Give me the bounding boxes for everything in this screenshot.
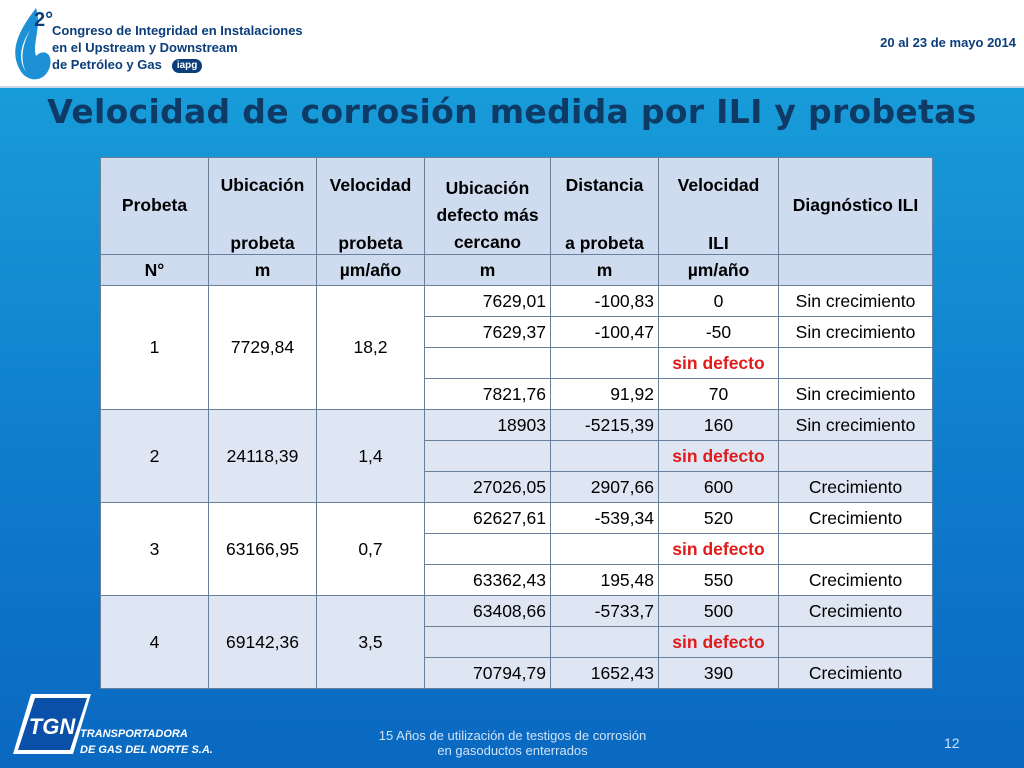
defect-location-cell: 63408,66	[425, 596, 551, 627]
ili-rate-cell: 390	[659, 658, 779, 689]
distance-cell: 1652,43	[551, 658, 659, 689]
distance-cell: 2907,66	[551, 472, 659, 503]
col-header-probeta: Probeta	[101, 158, 209, 255]
probeta-rate-cell: 18,2	[317, 286, 425, 410]
unit-cell: N°	[101, 255, 209, 286]
ili-rate-cell: 520	[659, 503, 779, 534]
distance-cell: -539,34	[551, 503, 659, 534]
diagnosis-cell	[779, 627, 933, 658]
congress-drop-logo-icon	[6, 4, 54, 84]
diagnosis-cell: Crecimiento	[779, 658, 933, 689]
distance-cell: -5215,39	[551, 410, 659, 441]
defect-location-cell: 7629,01	[425, 286, 551, 317]
page-number: 12	[944, 735, 960, 751]
diagnosis-cell: Sin crecimiento	[779, 410, 933, 441]
distance-cell	[551, 627, 659, 658]
unit-cell: µm/año	[317, 255, 425, 286]
distance-cell	[551, 534, 659, 565]
slide-header	[0, 0, 1024, 88]
slide-title: Velocidad de corrosión medida por ILI y probetas	[47, 92, 977, 131]
iapg-badge: iapg	[172, 59, 203, 73]
unit-cell: m	[425, 255, 551, 286]
probeta-number-cell: 2	[101, 410, 209, 503]
defect-location-cell: 7629,37	[425, 317, 551, 348]
defect-location-cell: 27026,05	[425, 472, 551, 503]
distance-cell: -5733,7	[551, 596, 659, 627]
probeta-location-cell: 63166,95	[209, 503, 317, 596]
table-row	[101, 286, 933, 317]
probeta-location-cell: 7729,84	[209, 286, 317, 410]
defect-location-cell: 7821,76	[425, 379, 551, 410]
footer-caption: 15 Años de utilización de testigos de corrosión en gasoductos enterrados	[378, 728, 647, 758]
col-header-velocidad-ili: Velocidad ILI	[659, 158, 779, 255]
table-row	[101, 596, 933, 627]
distance-cell: 91,92	[551, 379, 659, 410]
unit-cell: µm/año	[659, 255, 779, 286]
svg-text:TGN: TGN	[28, 714, 76, 739]
defect-location-cell: 70794,79	[425, 658, 551, 689]
diagnosis-cell	[779, 534, 933, 565]
diagnosis-cell: Sin crecimiento	[779, 379, 933, 410]
distance-cell: -100,83	[551, 286, 659, 317]
ili-rate-cell: 500	[659, 596, 779, 627]
defect-location-cell	[425, 627, 551, 658]
col-header-velocidad-probeta: Velocidad probeta	[317, 158, 425, 255]
probeta-rate-cell: 1,4	[317, 410, 425, 503]
ili-rate-cell: sin defecto	[659, 348, 779, 379]
diagnosis-cell: Crecimiento	[779, 565, 933, 596]
distance-cell	[551, 441, 659, 472]
distance-cell: 195,48	[551, 565, 659, 596]
corrosion-table	[100, 157, 933, 689]
probeta-number-cell: 4	[101, 596, 209, 689]
unit-cell: m	[551, 255, 659, 286]
diagnosis-cell: Crecimiento	[779, 503, 933, 534]
event-dates: 20 al 23 de mayo 2014	[880, 35, 1016, 50]
probeta-number-cell: 1	[101, 286, 209, 410]
diagnosis-cell: Sin crecimiento	[779, 286, 933, 317]
probeta-number-cell: 3	[101, 503, 209, 596]
defect-location-cell	[425, 441, 551, 472]
ili-rate-cell: sin defecto	[659, 627, 779, 658]
diagnosis-cell	[779, 441, 933, 472]
col-header-ubicacion-defecto: Ubicación defecto más cercano	[425, 158, 551, 255]
ili-rate-cell: 550	[659, 565, 779, 596]
probeta-location-cell: 24118,39	[209, 410, 317, 503]
ili-rate-cell: sin defecto	[659, 441, 779, 472]
svg-text:2°: 2°	[34, 9, 54, 31]
company-name: TRANSPORTADORA DE GAS DEL NORTE S.A.	[80, 728, 213, 756]
probeta-location-cell: 69142,36	[209, 596, 317, 689]
ili-rate-cell: 0	[659, 286, 779, 317]
table-body	[101, 286, 933, 689]
units-row	[101, 255, 933, 286]
defect-location-cell: 63362,43	[425, 565, 551, 596]
unit-cell: m	[209, 255, 317, 286]
defect-location-cell	[425, 348, 551, 379]
table-row	[101, 503, 933, 534]
diagnosis-cell: Crecimiento	[779, 596, 933, 627]
table-header-row	[101, 158, 933, 255]
col-header-ubicacion-probeta: Ubicación probeta	[209, 158, 317, 255]
col-header-distancia: Distancia a probeta	[551, 158, 659, 255]
unit-cell	[779, 255, 933, 286]
col-header-diagnostico: Diagnóstico ILI	[779, 158, 933, 255]
distance-cell	[551, 348, 659, 379]
ili-rate-cell: 600	[659, 472, 779, 503]
congress-name: Congreso de Integridad en Instalaciones en el Upstream y Downstream de Petróleo y Gas iapg	[52, 23, 303, 72]
defect-location-cell: 62627,61	[425, 503, 551, 534]
diagnosis-cell: Sin crecimiento	[779, 317, 933, 348]
probeta-rate-cell: 0,7	[317, 503, 425, 596]
diagnosis-cell	[779, 348, 933, 379]
ili-rate-cell: 70	[659, 379, 779, 410]
table-row	[101, 410, 933, 441]
ili-rate-cell: 160	[659, 410, 779, 441]
ili-rate-cell: -50	[659, 317, 779, 348]
defect-location-cell: 18903	[425, 410, 551, 441]
defect-location-cell	[425, 534, 551, 565]
probeta-rate-cell: 3,5	[317, 596, 425, 689]
ili-rate-cell: sin defecto	[659, 534, 779, 565]
distance-cell: -100,47	[551, 317, 659, 348]
diagnosis-cell: Crecimiento	[779, 472, 933, 503]
